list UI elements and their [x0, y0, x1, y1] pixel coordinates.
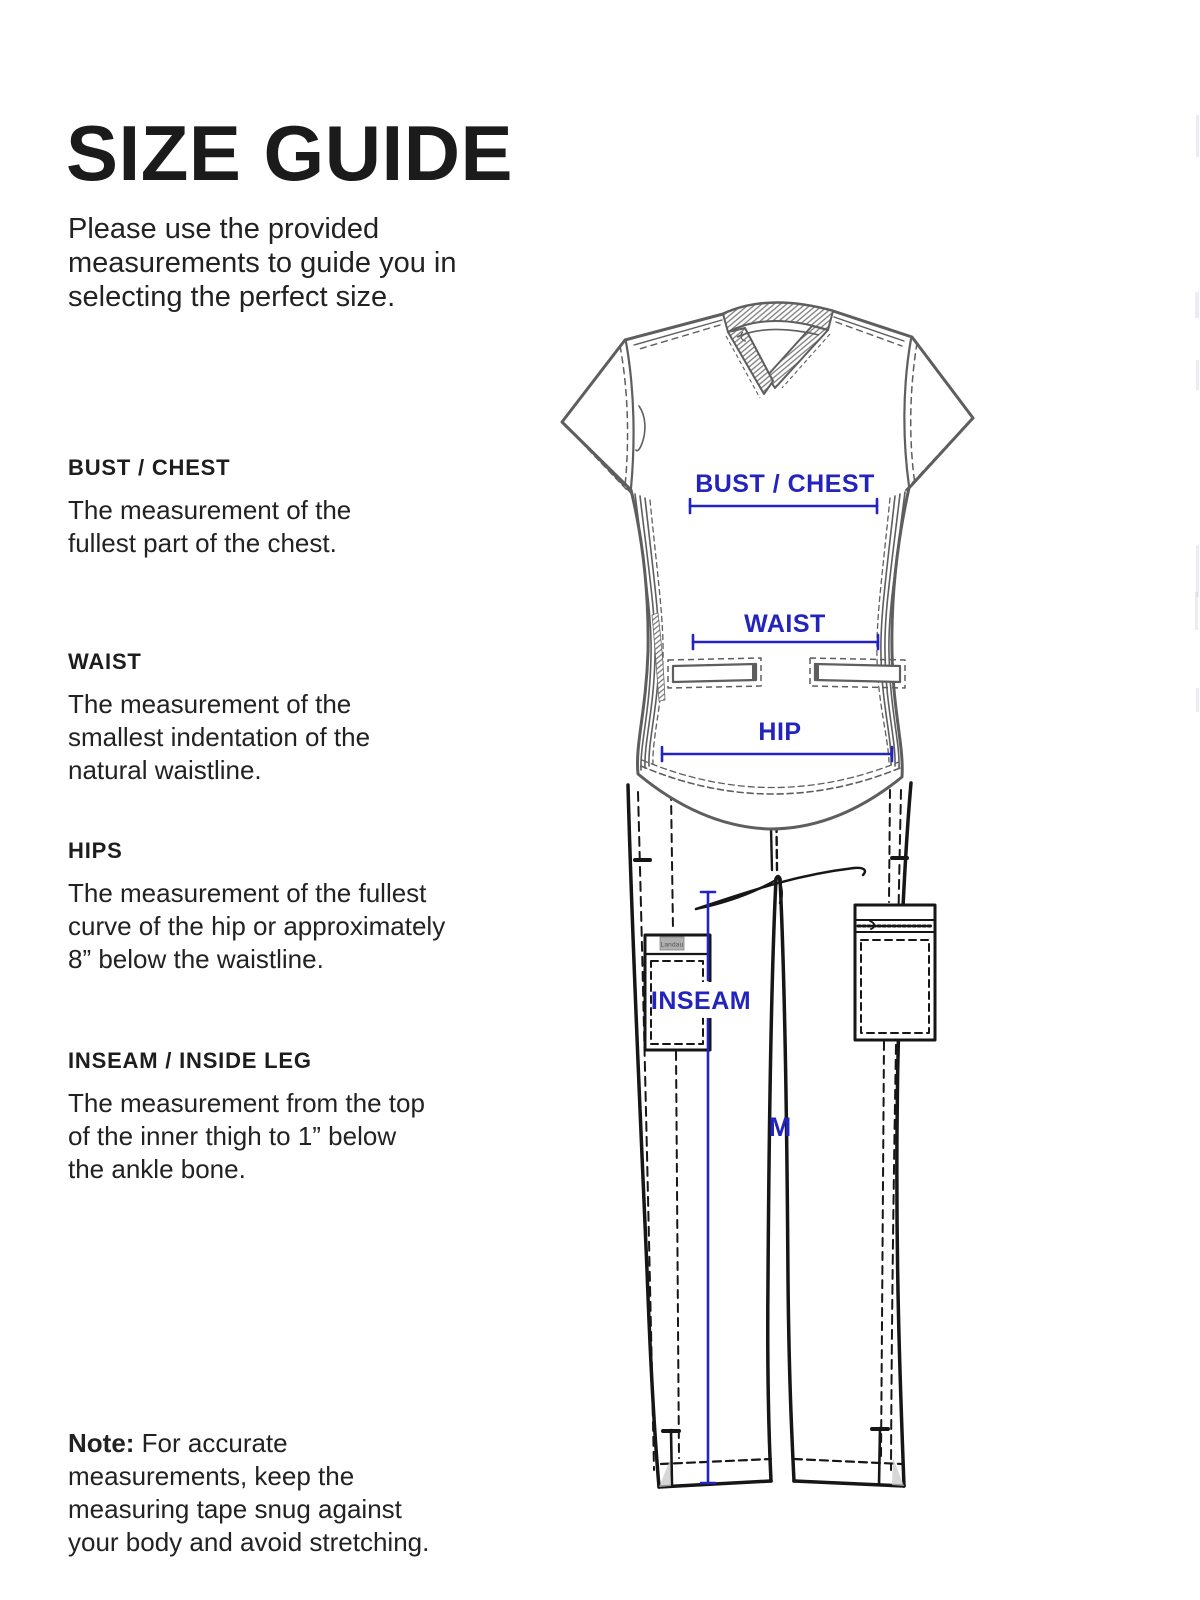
bust-measure-label: BUST / CHEST — [695, 470, 875, 498]
note-body: For accurate measurements, keep the measuring tape snug against your body and avoid stretching. — [68, 1428, 430, 1557]
edge-artifact — [1196, 115, 1199, 157]
intro-text: Please use the provided measurements to guide you in selecting the perfect size. — [68, 213, 457, 313]
edge-artifact — [1195, 592, 1198, 630]
section-hips-body: The measurement of the fullest curve of the hip or approximately 8” below the waistline. — [68, 878, 446, 974]
section-inseam-heading: INSEAM / INSIDE LEG — [68, 1048, 312, 1073]
note-label: Note: — [68, 1428, 135, 1458]
section-bust-body: The measurement of the fullest part of the chest. — [68, 495, 352, 558]
waist-measure-label: WAIST — [744, 610, 826, 638]
section-waist — [68, 649, 403, 787]
section-bust-heading: BUST / CHEST — [68, 455, 231, 480]
inseam-measure-label: INSEAM — [650, 987, 752, 1015]
scrub-top-drawing — [562, 303, 973, 829]
section-inseam-body: The measurement from the top of the inner thigh to 1” below the ankle bone. — [68, 1088, 425, 1184]
section-hips-heading: HIPS — [68, 838, 123, 863]
brand-tag-label: Landau — [660, 941, 684, 949]
edge-artifact — [1195, 292, 1199, 318]
hip-measure-label: HIP — [758, 718, 802, 746]
section-bust-chest — [68, 455, 380, 560]
note-text — [68, 1427, 436, 1559]
section-waist-heading: WAIST — [68, 649, 142, 674]
section-inseam — [68, 1048, 433, 1186]
size-m-label: M — [768, 1112, 792, 1142]
edge-artifact — [1196, 545, 1199, 597]
section-waist-body: The measurement of the smallest indentation of the natural waistline. — [68, 689, 371, 785]
brand-tag — [660, 937, 684, 950]
page-title: SIZE GUIDE — [66, 109, 514, 198]
size-diagram — [540, 280, 1000, 1530]
section-hips — [68, 838, 468, 976]
edge-artifact — [1196, 688, 1199, 712]
edge-artifact — [1196, 360, 1199, 390]
